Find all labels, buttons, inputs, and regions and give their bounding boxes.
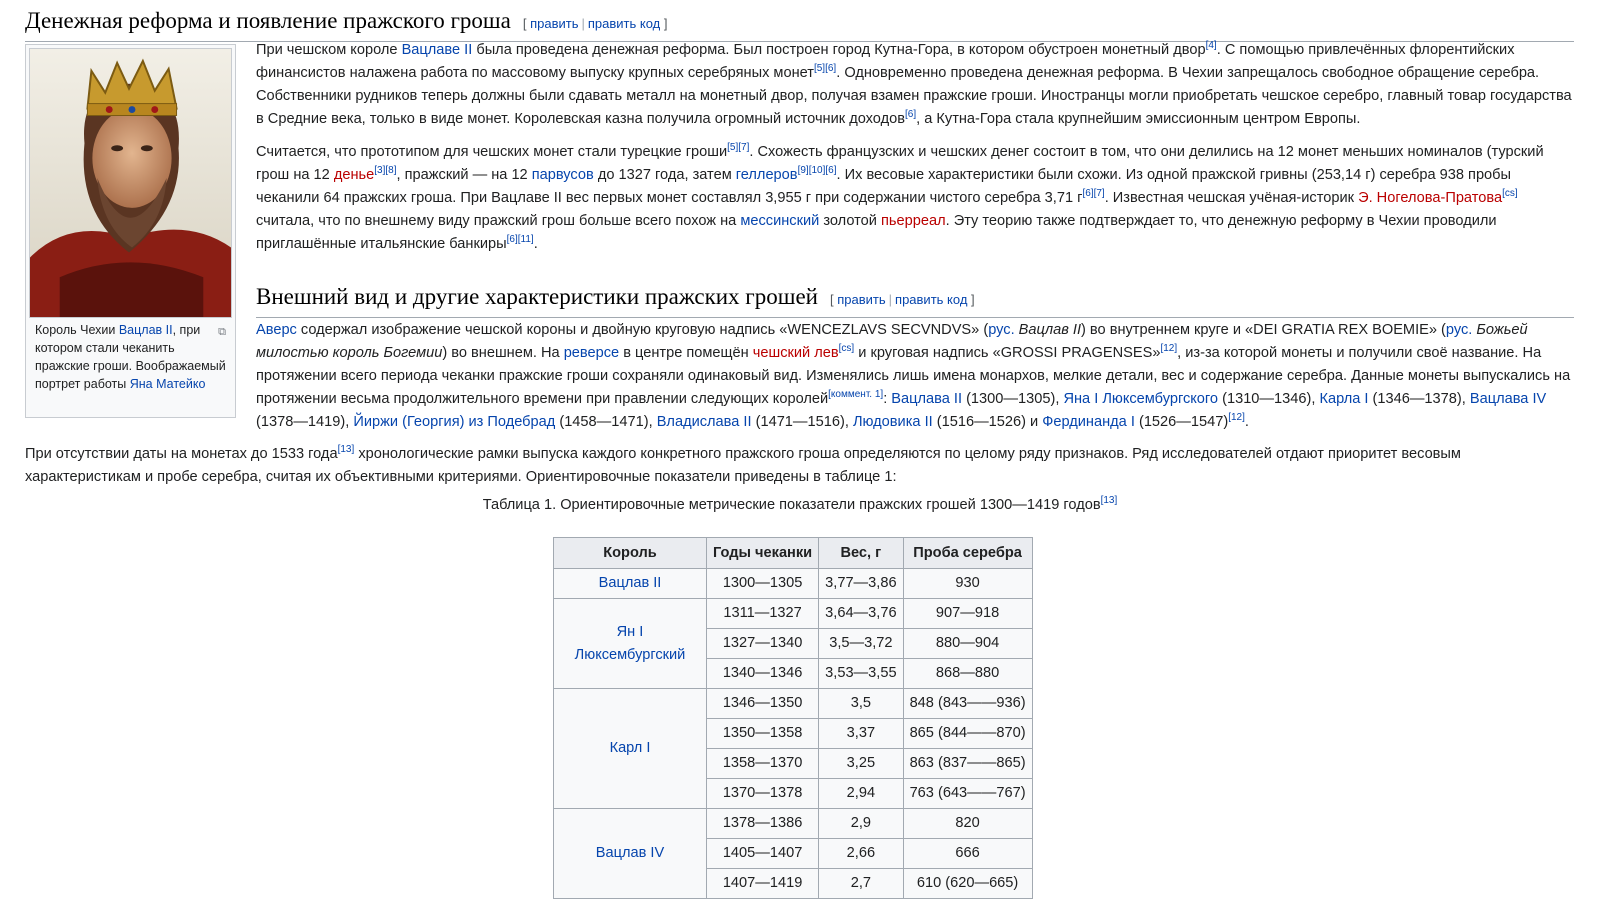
edit-link[interactable]: править: [530, 16, 579, 31]
king-link-vaclav-iv[interactable]: Вацлав IV: [595, 845, 665, 861]
table-row: [554, 569, 1033, 599]
weight-cell: 3,5: [819, 689, 903, 719]
link-king[interactable]: Йиржи (Георгия) из Подебрад: [353, 414, 556, 430]
ref[interactable]: [11]: [517, 234, 534, 246]
link-king[interactable]: Яна I Люксембургского: [1063, 391, 1219, 407]
comment-ref[interactable]: [коммент. 1]: [828, 389, 884, 401]
fineness-cell: 763 (643——767): [903, 779, 1032, 809]
weight-cell: 2,9: [819, 809, 903, 839]
weight-cell: 3,37: [819, 719, 903, 749]
link-czech-lion[interactable]: чешский лев: [752, 345, 839, 361]
table-header-row: [554, 538, 1033, 569]
years-cell: 1300—1305: [707, 569, 819, 599]
ref[interactable]: [6]: [1082, 188, 1094, 200]
ref[interactable]: [13]: [337, 444, 355, 456]
ref[interactable]: [8]: [385, 165, 397, 177]
edit-code-link[interactable]: править код: [587, 16, 661, 31]
magnify-icon[interactable]: ⧉: [218, 326, 226, 338]
paragraph-dating: При отсутствии даты на монетах до 1533 года[13] хронологические рамки выпуска каждого конкретного пражского гроша определяются по целому ряду признаков. Ряд исследователей отдают приоритет весовым характеристикам и пробе серебра, считая их объективными критериями. Ориентировочные показатели приведены в таблице 1:: [25, 444, 1461, 485]
link-parvus[interactable]: парвусов: [531, 167, 594, 183]
portrait-thumbnail: [25, 44, 236, 418]
ref[interactable]: [6]: [825, 165, 837, 177]
section-title: Внешний вид и другие характеристики пражских грошей: [256, 284, 818, 309]
link-king[interactable]: Людовика II: [852, 414, 933, 430]
link-nogelova[interactable]: Э. Ногелова-Пратова: [1358, 190, 1503, 206]
years-cell: 1350—1358: [707, 719, 819, 749]
ref[interactable]: [6]: [825, 63, 837, 75]
ref[interactable]: [5]: [813, 63, 826, 75]
fineness-cell: 863 (837——865): [903, 749, 1032, 779]
ref[interactable]: [6]: [904, 109, 917, 121]
caption-link-matejko[interactable]: Яна Матейко: [129, 377, 206, 391]
paragraph-prototype: Считается, что прототипом для чешских монет стали турецкие гроши[5][7]. Схожесть французских и чешских денег состоит в том, что они делились на 12 монет меньших номиналов (турский грош на 12 денье[3][8], пражский — на 12 парвусов до 1327 года, затем геллеров[9][10][6]. Их весовые характеристики были схожи. Из одной пражской гривны (253,14 г) серебра 938 пробы чеканили 64 пражских гроша. При Вацлаве II вес первых монет составлял 3,955 г при содержании чистого серебра 3,71 г[6][7]. Известная чешская учёная-историк Э. Ногелова-Пратова[cs] считала, что по внешнему виду пражский грош больше всего похож на мессинский золотой пьерреал. Эту теорию также подтверждает то, что денежную реформу в Чехии проводили приглашённые итальянские банкиры[6][11].: [256, 142, 1544, 252]
weight-cell: 3,77—3,86: [819, 569, 903, 599]
edit-section-links: [ править | править код ]: [522, 16, 668, 31]
section-title: Денежная реформа и появление пражского гроша: [25, 8, 511, 33]
years-cell: 1405—1407: [707, 839, 819, 869]
ref-cs[interactable]: [cs]: [1502, 188, 1518, 200]
edit-section-links: [ править | править код ]: [829, 292, 975, 307]
section-heading-appearance: [256, 282, 1574, 318]
paragraph-reform: При чешском короле Вацлаве II была проведена денежная реформа. Был построен город Кутна-Гора, в котором обустроен монетный двор[4]. С помощью привлечённых флорентийских финансистов налажена работа по массовому выпуску крупных серебряных монет[5][6]. Одновременно проведена денежная реформа. В Чехии запрещалось свободное обращение серебра. Собственники рудников теперь должны были сдавать металл на монетный двор, получая взамен пражские гроши. Иностранцы могли приобретать чешское серебро, главный товар государства в Средние века, только в виде монет. Королевская казна получила огромный источник доходов[6], а Кутна-Гора стала крупнейшим эмиссионным центром Европы.: [256, 40, 1572, 127]
years-cell: 1370—1378: [707, 779, 819, 809]
link-denier[interactable]: денье: [333, 167, 375, 183]
weight-cell: 2,7: [819, 869, 903, 899]
col-header-weight: Вес, г: [819, 538, 903, 569]
ref[interactable]: [10]: [808, 165, 826, 177]
ref[interactable]: [7]: [738, 142, 750, 154]
weight-cell: 2,94: [819, 779, 903, 809]
years-cell: 1407—1419: [707, 869, 819, 899]
link-king[interactable]: Владислава II: [656, 414, 752, 430]
link-king[interactable]: Вацлава IV: [1469, 391, 1547, 407]
link-rus[interactable]: рус.: [1445, 322, 1473, 338]
weight-cell: 2,66: [819, 839, 903, 869]
table-row: [554, 689, 1033, 719]
link-king[interactable]: Карла I: [1319, 391, 1369, 407]
table-caption: Таблица 1. Ориентировочные метрические показатели пражских грошей 1300—1419 годов[13]: [482, 495, 1118, 513]
ref[interactable]: [12]: [1160, 343, 1178, 355]
weight-cell: 3,25: [819, 749, 903, 779]
ref[interactable]: [12]: [1228, 412, 1245, 424]
ref[interactable]: [3]: [374, 165, 386, 177]
link-king[interactable]: Фердинанда I: [1042, 414, 1135, 430]
fineness-cell: 868—880: [903, 659, 1032, 689]
link-king[interactable]: Вацлава II: [891, 391, 963, 407]
years-cell: 1311—1327: [707, 599, 819, 629]
years-cell: 1346—1350: [707, 689, 819, 719]
ref[interactable]: [7]: [1093, 188, 1105, 200]
ref[interactable]: [13]: [1100, 495, 1118, 507]
link-vaclav-ii[interactable]: Вацлаве II: [401, 42, 473, 58]
paragraph-appearance: Аверс содержал изображение чешской короны и двойную круговую надпись «WENCEZLAVS SECVNDVS» (рус. Вацлав II) во внутреннем круге и «DEI GRATIA REX BOEMIE» (рус. Божьей милостью король Богемии) во внешнем. На реверсе в центре помещён чешский лев[cs] и круговая надпись «GROSSI PRAGENSES»[12], из-за которой монеты и получили своё название. На протяжении всего периода чеканки пражские гроши сохраняли одинаковый вид. Изменялись лишь имена монархов, мелкие детали, вес и содержание серебра. Данные монеты выпускались на протяжении весьма продолжительного времени при правлении следующих королей[коммент. 1]: Вацлава II (1300—1305), Яна I Люксембургского (1310—1346), Карла I (1346—1378), Вацлава IV (1378—1419), Йиржи (Георгия) из Подебрад (1458—1471), Владислава II (1471—1516), Людовика II (1516—1526) и Фердинанда I (1526—1547)[12].: [256, 322, 1571, 430]
edit-code-link[interactable]: править код: [895, 292, 968, 307]
fineness-cell: 880—904: [903, 629, 1032, 659]
weight-cell: 3,64—3,76: [819, 599, 903, 629]
fineness-cell: 610 (620—665): [903, 869, 1032, 899]
king-link-jan-i[interactable]: Ян I Люксембургский: [574, 623, 686, 663]
caption-link-vaclav[interactable]: Вацлав II: [118, 323, 173, 337]
metrics-table: [553, 537, 1033, 899]
ref-cs[interactable]: [cs]: [838, 343, 855, 355]
weight-cell: 3,5—3,72: [819, 629, 903, 659]
ref[interactable]: [4]: [1205, 40, 1217, 52]
years-cell: 1378—1386: [707, 809, 819, 839]
link-obverse[interactable]: Аверс: [256, 322, 297, 338]
ref[interactable]: [6]: [506, 234, 518, 246]
fineness-cell: 848 (843——936): [903, 689, 1032, 719]
col-header-fineness: Проба серебра: [903, 538, 1032, 569]
ref[interactable]: [5]: [727, 142, 739, 154]
fineness-cell: 930: [903, 569, 1032, 599]
weight-cell: 3,53—3,55: [819, 659, 903, 689]
fineness-cell: 865 (844——870): [903, 719, 1032, 749]
col-header-years: Годы чеканки: [707, 538, 819, 569]
years-cell: 1327—1340: [707, 629, 819, 659]
fineness-cell: 820: [903, 809, 1032, 839]
thumbnail-caption: ⧉ Король Чехии Вацлав II, при котором стали чеканить пражские гроши. Воображаемый портрет работы Яна Матейко: [35, 323, 226, 391]
portrait-image[interactable]: [29, 48, 232, 318]
section-heading-money-reform: [25, 6, 1574, 42]
king-link-karel-i[interactable]: Карл I: [609, 740, 651, 756]
link-messina[interactable]: мессинский: [740, 213, 820, 229]
years-cell: 1340—1346: [707, 659, 819, 689]
years-cell: 1358—1370: [707, 749, 819, 779]
link-pierreal[interactable]: пьерреал: [881, 213, 946, 229]
king-link-vaclav-ii[interactable]: Вацлав II: [598, 575, 662, 591]
table-row: [554, 809, 1033, 839]
table-row: [554, 599, 1033, 629]
fineness-cell: 907—918: [903, 599, 1032, 629]
col-header-king: Король: [554, 538, 707, 569]
link-heller[interactable]: геллеров: [735, 167, 798, 183]
link-rus[interactable]: рус.: [988, 322, 1015, 338]
link-reverse[interactable]: реверсе: [563, 345, 620, 361]
ref[interactable]: [9]: [797, 165, 809, 177]
edit-link[interactable]: править: [837, 292, 886, 307]
fineness-cell: 666: [903, 839, 1032, 869]
